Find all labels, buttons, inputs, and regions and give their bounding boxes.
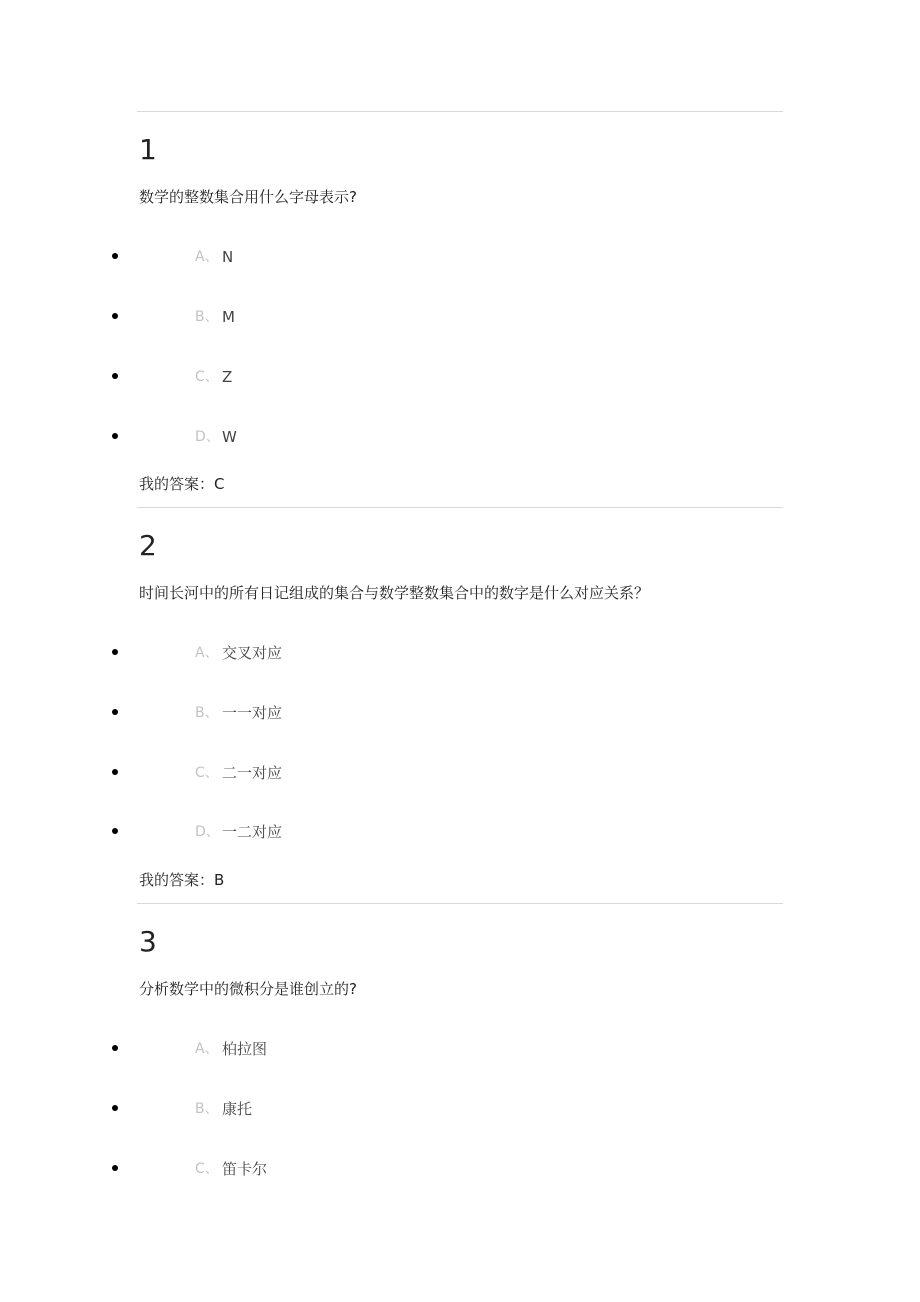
option-text: 康托 [222,1100,253,1118]
bullet-icon [112,433,118,439]
option-text: M [222,308,235,326]
question-number: 3 [139,925,157,958]
option-text: 柏拉图 [222,1040,268,1058]
option-letter: D、 [195,429,220,445]
option-item[interactable] [0,643,920,663]
option-letter: A、 [195,1041,219,1057]
option-item[interactable] [0,822,920,842]
bullet-icon [112,253,118,259]
bullet-icon [112,769,118,775]
option-item[interactable] [0,307,920,327]
option-letter: B、 [195,309,219,325]
my-answer: 我的答案：B [139,871,225,889]
option-item[interactable] [0,763,920,783]
option-letter: B、 [195,1101,219,1117]
bullet-icon [112,1105,118,1111]
option-text: 笛卡尔 [222,1160,268,1178]
option-item[interactable] [0,1159,920,1179]
question-divider [137,507,783,508]
my-answer: 我的答案：C [139,475,225,493]
bullet-icon [112,1045,118,1051]
bullet-icon [112,313,118,319]
option-letter: D、 [195,824,220,840]
bullet-icon [112,709,118,715]
option-text: 二一对应 [222,764,283,782]
option-letter: C、 [195,1161,219,1177]
question-number: 2 [139,529,157,562]
bullet-icon [112,1165,118,1171]
option-text: N [222,248,234,266]
question-text: 分析数学中的微积分是谁创立的? [139,980,357,998]
option-text: 一一对应 [222,704,283,722]
option-item[interactable] [0,367,920,387]
bullet-icon [112,649,118,655]
option-text: Z [222,368,233,386]
option-letter: A、 [195,249,219,265]
question-text: 数学的整数集合用什么字母表示? [139,188,357,206]
question-number: 1 [139,133,157,166]
option-letter: B、 [195,705,219,721]
question-divider [137,903,783,904]
option-item[interactable] [0,1099,920,1119]
option-text: 交叉对应 [222,644,283,662]
option-item[interactable] [0,247,920,267]
question-divider [137,111,783,112]
option-item[interactable] [0,427,920,447]
option-item[interactable] [0,703,920,723]
option-letter: C、 [195,765,219,781]
option-letter: A、 [195,645,219,661]
option-item[interactable] [0,1039,920,1059]
bullet-icon [112,373,118,379]
option-letter: C、 [195,369,219,385]
question-text: 时间长河中的所有日记组成的集合与数学整数集合中的数字是什么对应关系？ [139,584,650,602]
option-text: 一二对应 [222,823,283,841]
option-text: W [222,428,237,446]
bullet-icon [112,828,118,834]
